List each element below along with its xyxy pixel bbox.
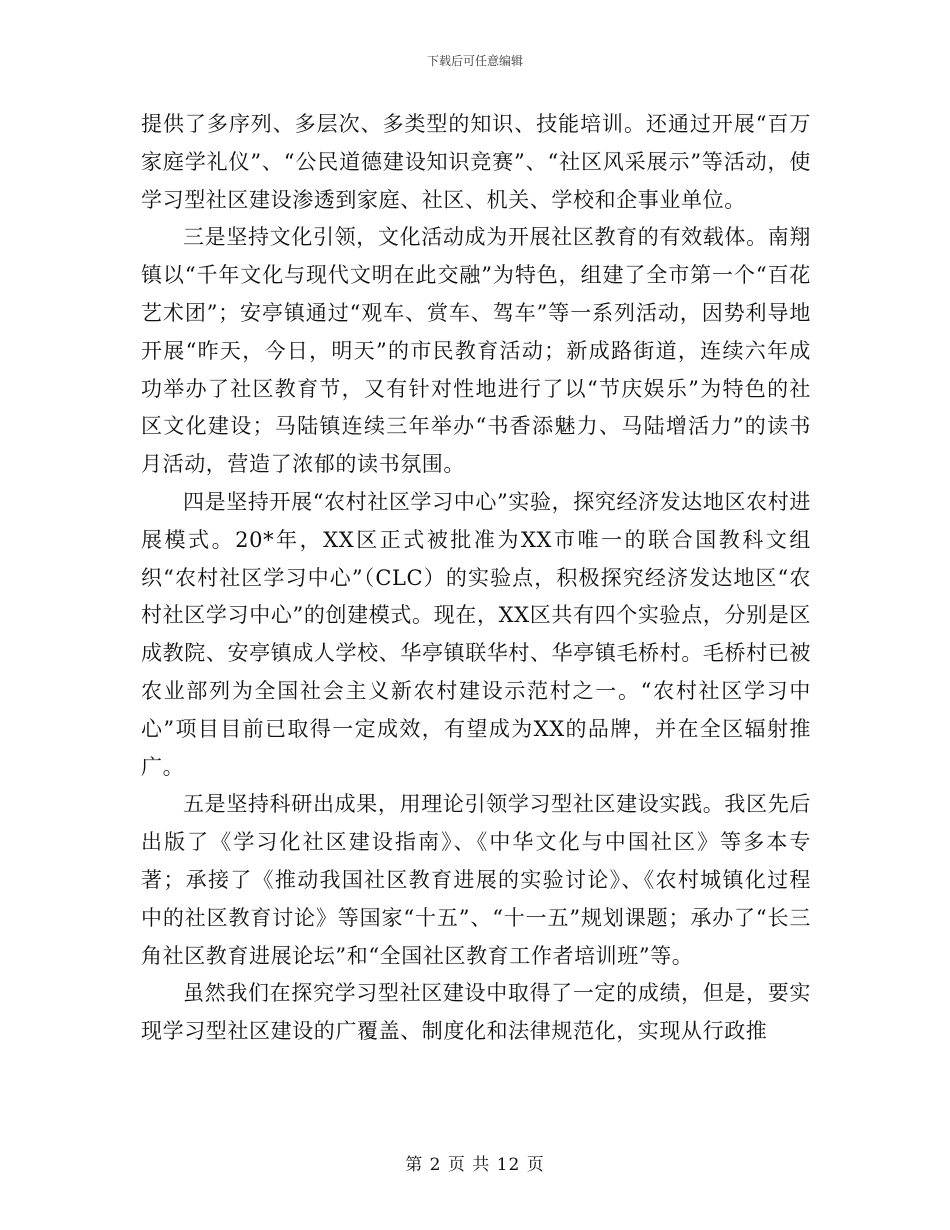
page-number: 第 2 页 共 12 页: [405, 1155, 545, 1175]
paragraph-summary: 虽然我们在探究学习型社区建设中取得了一定的成绩，但是，要实现学习型社区建设的广覆盖、制度化和法律规范化，实现从行政推: [141, 981, 811, 1044]
page-header-note: 下载后可任意编辑: [426, 54, 523, 68]
paragraph-continued: 提供了多序列、多层次、多类型的知识、技能培训。还通过开展“百万家庭学礼仪”、“公民道德建设知识竞赛”、“社区风采展示”等活动，使学习型社区建设渗透到家庭、社区、机关、学校和企事业单位。: [141, 112, 811, 212]
document-body: [141, 106, 811, 1051]
paragraph-research: 五是坚持科研出成果，用理论引领学习型社区建设实践。我区先后出版了《学习化社区建设指南》、《中华文化与中国社区》等多本专著；承接了《推动我国社区教育进展的实验讨论》、《农村城镇化过程中的社区教育讨论》等国家“十五”、“十一五”规划课题；承办了“长三角社区教育进展论坛”和“全国社区教育工作者培训班”等。: [141, 792, 811, 968]
paragraph-culture: 三是坚持文化引领，文化活动成为开展社区教育的有效载体。南翔镇以“千年文化与现代文明在此交融”为特色，组建了全市第一个“百花艺术团”；安亭镇通过“观车、赏车、驾车”等一系列活动，因势利导地开展“昨天，今日，明天”的市民教育活动；新成路街道，连续六年成功举办了社区教育节，又有针对性地进行了以“节庆娱乐”为特色的社区文化建设；马陆镇连续三年举办“书香添魅力、马陆增活力”的读书月活动，营造了浓郁的读书氛围。: [141, 225, 811, 477]
paragraph-rural-center: 四是坚持开展“农村社区学习中心”实验，探究经济发达地区农村进展模式。20*年，XX区正式被批准为XX市唯一的联合国教科文组织“农村社区学习中心”（CLC）的实验点，积极探究经济发达地区“农村社区学习中心”的创建模式。现在，XX区共有四个实验点，分别是区成教院、安亭镇成人学校、华亭镇联华村、华亭镇毛桥村。毛桥村已被农业部列为全国社会主义新农村建设示范村之一。“农村社区学习中心”项目目前已取得一定成效，有望成为XX的品牌，并在全区辐射推广。: [141, 489, 811, 779]
